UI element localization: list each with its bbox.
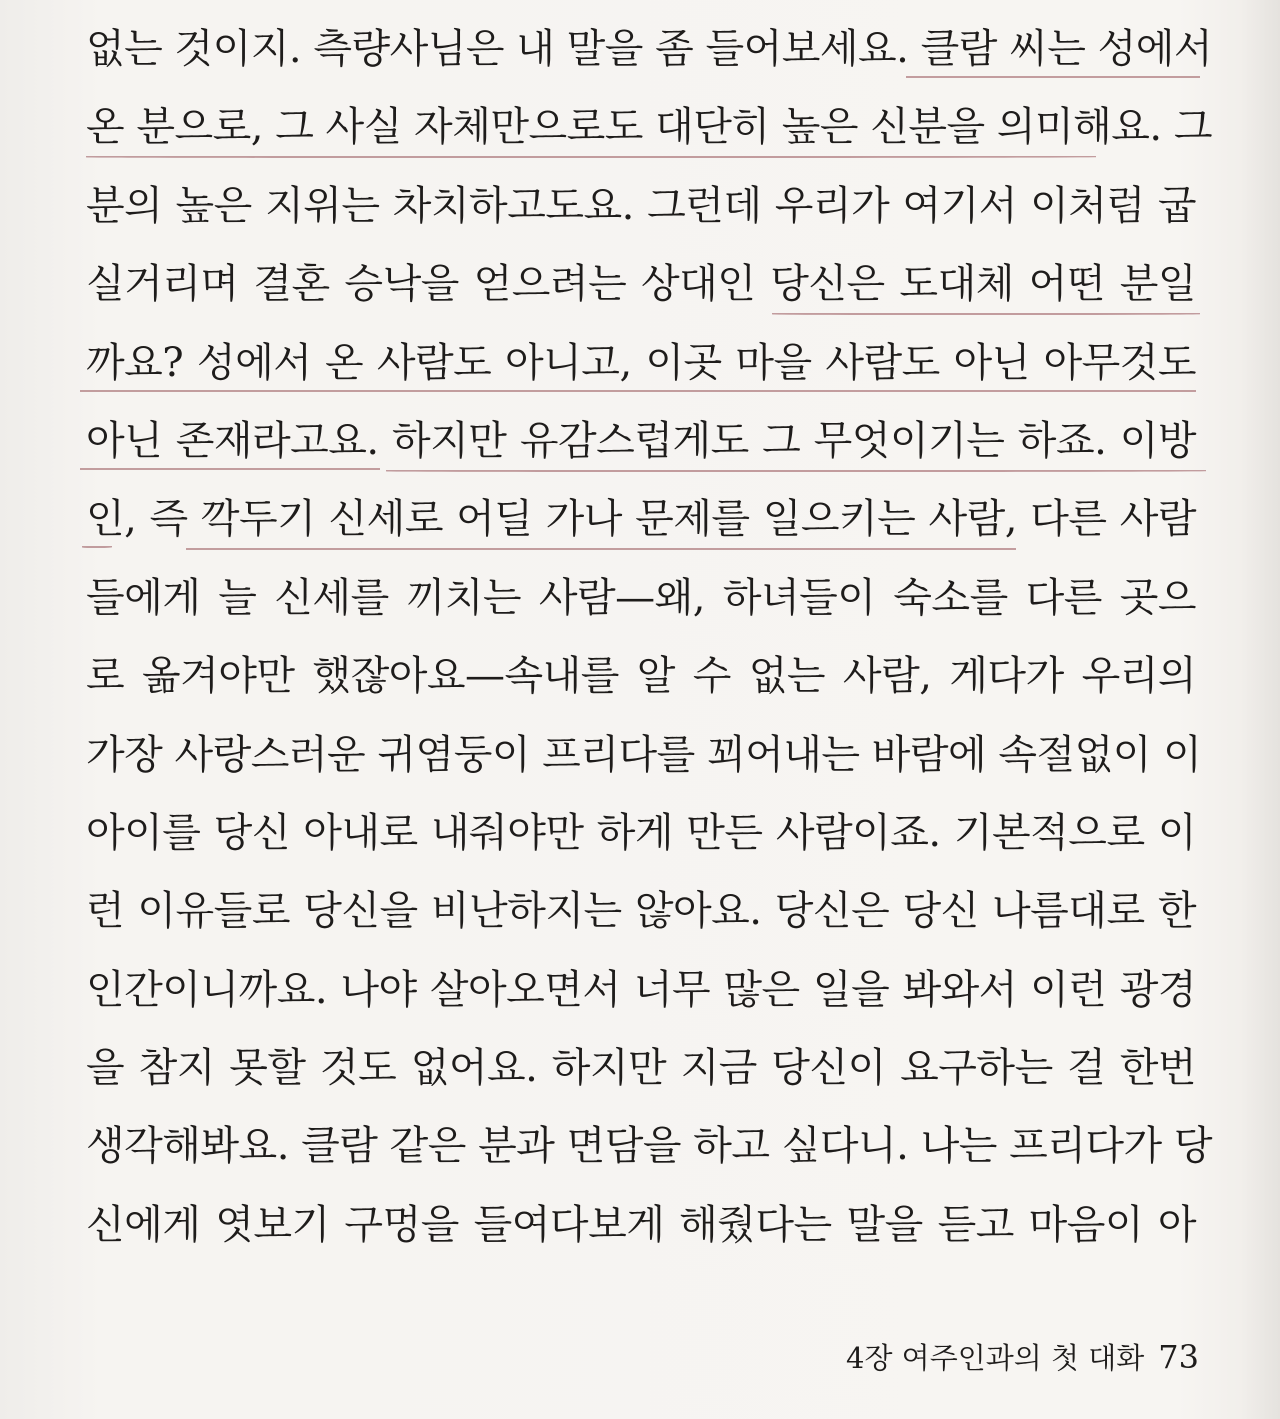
text-line: 실거리며 결혼 승낙을 얻으려는 상대인 당신은 도대체 어떤 분일 [86, 245, 1196, 323]
page-number: 73 [1158, 1338, 1199, 1376]
pencil-underline [80, 468, 380, 470]
pencil-underline [186, 548, 1016, 550]
text-line: 온 분으로, 그 사실 자체만으로도 대단히 높은 신분을 의미해요. 그 [86, 88, 1196, 166]
chapter-title: 4장 여주인과의 첫 대화 [846, 1341, 1145, 1375]
text-line: 신에게 엿보기 구멍을 들여다보게 해줬다는 말을 듣고 마음이 아 [86, 1201, 1196, 1248]
pencil-underline [386, 470, 1206, 472]
pencil-underline [80, 390, 1196, 392]
text-line: 인, 즉 깍두기 신세로 어딜 가나 문제를 일으키는 사람, 다른 사람 [86, 480, 1196, 558]
text-line: 들에게 늘 신세를 끼치는 사람—왜, 하녀들이 숙소를 다른 곳으 [86, 574, 1196, 621]
text-line: 아닌 존재라고요. 하지만 유감스럽게도 그 무엇이기는 하죠. 이방 [86, 402, 1196, 480]
text-line: 가장 사랑스러운 귀염둥이 프리다를 꾀어내는 바람에 속절없이 이 [86, 731, 1202, 778]
pencil-underline [86, 156, 1096, 158]
text-line: 아이를 당신 아내로 내줘야만 하게 만든 사람이죠. 기본적으로 이 [86, 809, 1196, 856]
text-line: 런 이유들로 당신을 비난하지는 않아요. 당신은 당신 나름대로 한 [86, 888, 1196, 935]
text-line: 생각해봐요. 클람 같은 분과 면담을 하고 싶다니. 나는 프리다가 당 [86, 1123, 1213, 1170]
text-line: 분의 높은 지위는 차치하고도요. 그런데 우리가 여기서 이처럼 굽 [86, 182, 1196, 229]
text-line: 로 옮겨야만 했잖아요—속내를 알 수 없는 사람, 게다가 우리의 [86, 653, 1196, 700]
body-text [86, 10, 1213, 1264]
pencil-underline [906, 76, 1200, 78]
text-line: 없는 것이지. 측량사님은 내 말을 좀 들어보세요. 클람 씨는 성에서 [86, 10, 1196, 88]
text-line: 인간이니까요. 나야 살아오면서 너무 많은 일을 봐와서 이런 광경 [86, 966, 1196, 1013]
pencil-underline [82, 546, 112, 548]
pencil-underline [772, 313, 1200, 315]
text-line: 을 참지 못할 것도 없어요. 하지만 지금 당신이 요구하는 걸 한번 [86, 1045, 1196, 1092]
text-line: 까요? 성에서 온 사람도 아니고, 이곳 마을 사람도 아닌 아무것도 [86, 324, 1196, 402]
page-shadow [1240, 0, 1280, 1419]
page-footer [846, 1336, 1199, 1380]
